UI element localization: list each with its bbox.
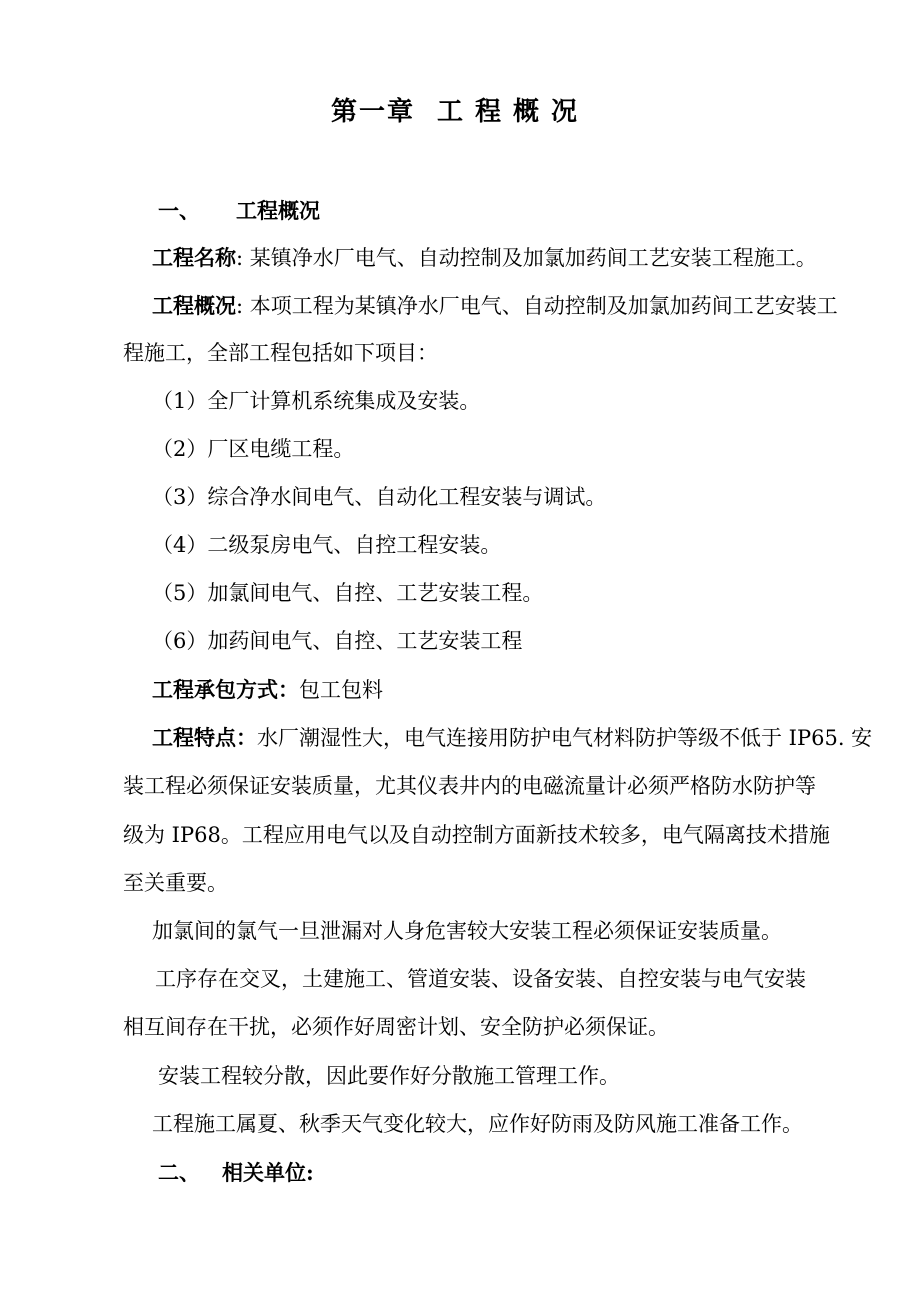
project-name-label: 工程名称 [152,245,236,270]
project-name-line [152,243,920,273]
list-item: （2）厂区电缆工程。 [152,437,355,461]
weather-paragraph: 工程施工属夏、秋季天气变化较大，应作好防雨及防风施工准备工作。 [152,1112,803,1136]
section-1-number: 一、 [158,198,200,223]
overview-sep: : [236,294,250,318]
list-item: （4）二级泵房电气、自控工程安装。 [152,533,502,557]
features-line-3: 级为 IP68。工程应用电气以及自动控制方面新技术较多，电气隔离技术措施 [123,823,830,847]
overview-line-2 [123,338,920,368]
overview-text-2: 程施工，全部工程包括如下项目： [123,341,438,365]
overview-label: 工程概况 [152,293,236,318]
process-line-1: 工序存在交叉，土建施工、管道安装、设备安装、自控安装与电气安装 [155,967,806,991]
features-line-2: 装工程必须保证安装质量，尤其仪表井内的电磁流量计必须严格防水防护等 [123,774,816,798]
features-line-1 [152,723,920,753]
list-item: （3）综合净水间电气、自动化工程安装与调试。 [152,485,607,509]
chapter-number: 第一章 [330,97,415,127]
section-2-number: 二、 [158,1160,200,1185]
overview-text-1: 本项工程为某镇净水厂电气、自动控制及加氯加药间工艺安装工 [249,294,838,318]
project-name-sep: : [236,246,250,270]
page-title [0,92,920,132]
section-2-title: 相关单位: [222,1160,314,1185]
features-text-1: 水厂潮湿性大，电气连接用防护电气材料防护等级不低于 IP65. 安 [257,726,873,750]
list-item: （5）加氯间电气、自控、工艺安装工程。 [152,581,544,605]
overview-line-1 [152,291,920,321]
process-line-2: 相互间存在干扰，必须作好周密计划、安全防护必须保证。 [123,1015,669,1039]
section-1-title: 工程概况 [236,198,320,223]
features-label: 工程特点： [152,725,257,750]
chapter-name: 工程概况 [437,97,590,127]
contract-label: 工程承包方式： [152,677,299,702]
project-name-value: 某镇净水厂电气、自动控制及加氯加药间工艺安装工程施工。 [249,246,817,270]
contract-value: 包工包料 [299,678,383,702]
section-2-heading [158,1158,920,1188]
chlorine-paragraph: 加氯间的氯气一旦泄漏对人身危害较大安装工程必须保证安装质量。 [152,919,782,943]
dispersed-paragraph: 安装工程较分散，因此要作好分散施工管理工作。 [158,1064,620,1088]
list-item: （6）加药间电气、自控、工艺安装工程 [152,629,523,653]
contract-line [152,675,920,705]
section-1-heading [158,196,920,226]
features-line-4: 至关重要。 [123,871,228,895]
list-item: （1）全厂计算机系统集成及安装。 [152,389,481,413]
